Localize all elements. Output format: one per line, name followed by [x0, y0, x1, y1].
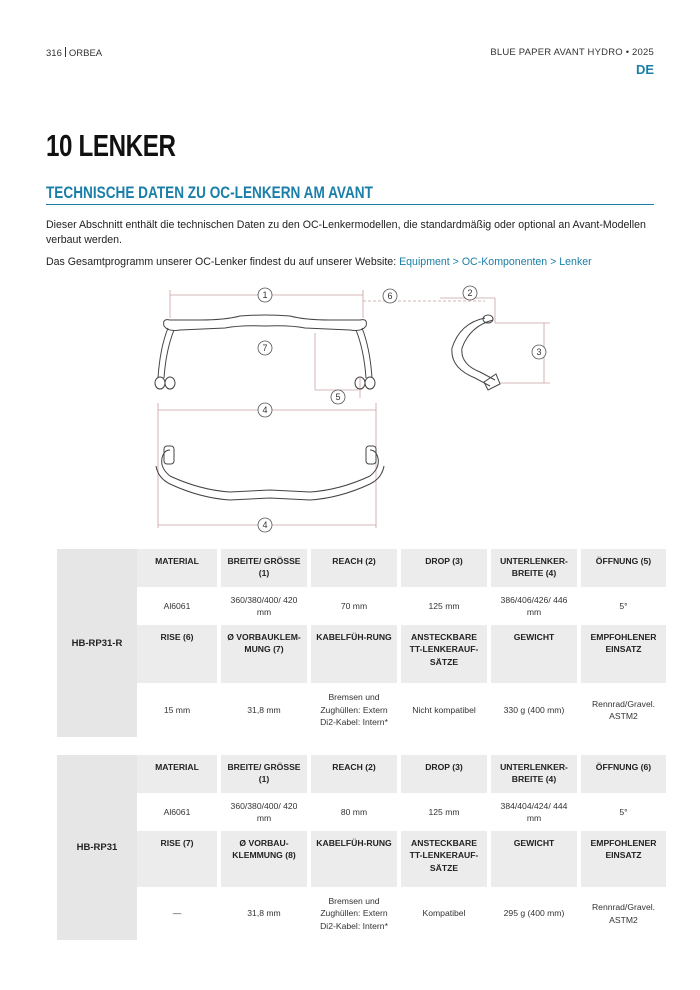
running-header-left: [46, 47, 102, 59]
header-cell: ANSTECKBARE TT-LENKERAUF-SÄTZE: [401, 625, 487, 683]
value-cell: 360/380/400/ 420 mm: [221, 587, 307, 625]
header-cell: EMPFOHLENER EINSATZ: [581, 831, 666, 887]
callout-1: 1: [262, 290, 268, 300]
header-cell: UNTERLENKER-BREITE (4): [491, 755, 577, 793]
header-row: [137, 755, 655, 793]
value-cell: Rennrad/Gravel. ASTM2: [581, 683, 666, 737]
header-cell: KABELFÜH-RUNG: [311, 831, 397, 887]
header-cell: GEWICHT: [491, 831, 577, 887]
value-cell: 31,8 mm: [221, 683, 307, 737]
website-paragraph: [46, 255, 658, 270]
callout-4b: 4: [262, 520, 268, 530]
value-cell: Bremsen und Zughüllen: Extern Di2-Kabel: Intern*: [311, 887, 397, 940]
section-title: TECHNISCHE DATEN ZU OC-LENKERN AM AVANT: [46, 183, 373, 202]
spec-grid: [137, 755, 655, 940]
chapter-number: 10: [46, 128, 73, 163]
value-row: [137, 683, 655, 737]
value-cell: —: [137, 887, 217, 940]
header-cell: ÖFFNUNG (5): [581, 549, 666, 587]
model-cell: HB-RP31: [57, 755, 137, 940]
value-cell: Al6061: [137, 793, 217, 831]
header-cell: REACH (2): [311, 549, 397, 587]
handlebar-top-view: [156, 446, 384, 500]
website-text: Das Gesamtprogramm unserer OC-Lenker findest du auf unserer Website:: [46, 256, 400, 268]
header-row: [137, 625, 655, 683]
value-cell: Bremsen und Zughüllen: Extern Di2-Kabel: Intern*: [311, 683, 397, 737]
website-link[interactable]: Equipment > OC-Komponenten > Lenker: [399, 256, 592, 268]
value-cell: 295 g (400 mm): [491, 887, 577, 940]
handlebar-diagram: [140, 278, 560, 540]
callout-2: 2: [467, 288, 473, 298]
value-row: [137, 587, 655, 625]
header-cell: MATERIAL: [137, 755, 217, 793]
header-cell: MATERIAL: [137, 549, 217, 587]
header-row: [137, 549, 655, 587]
intro-paragraph: Dieser Abschnitt enthält die technischen Daten zu den OC-Lenkermodellen, die standardmäßig oder optional an Avant-Modellen verbaut werden.: [46, 219, 646, 246]
value-cell: 360/380/400/ 420 mm: [221, 793, 307, 831]
header-cell: GEWICHT: [491, 625, 577, 683]
header-cell: DROP (3): [401, 755, 487, 793]
spec-table-hb-rp31-r: [57, 549, 655, 737]
value-cell: 70 mm: [311, 587, 397, 625]
header-cell: RISE (6): [137, 625, 217, 683]
value-row: [137, 887, 655, 940]
header-cell: REACH (2): [311, 755, 397, 793]
value-cell: 80 mm: [311, 793, 397, 831]
header-cell: UNTERLENKER-BREITE (4): [491, 549, 577, 587]
value-cell: Rennrad/Gravel. ASTM2: [581, 887, 666, 940]
page-number: 316: [46, 48, 62, 59]
header-cell: Ø VORBAU-KLEMMUNG (8): [221, 831, 307, 887]
chapter-title: LENKER: [78, 128, 176, 163]
callout-6: 6: [387, 291, 393, 301]
spec-grid: [137, 549, 655, 737]
callout-3: 3: [536, 347, 542, 357]
dimension-lines: [158, 290, 550, 528]
header-cell: EMPFOHLENER EINSATZ: [581, 625, 666, 683]
value-cell: 386/406/426/ 446 mm: [491, 587, 577, 625]
value-cell: 5°: [581, 793, 666, 831]
value-cell: 5°: [581, 587, 666, 625]
header-cell: BREITE/ GRÖSSE (1): [221, 549, 307, 587]
section-divider: [46, 204, 654, 205]
header-cell: BREITE/ GRÖSSE (1): [221, 755, 307, 793]
value-cell: 31,8 mm: [221, 887, 307, 940]
value-row: [137, 793, 655, 831]
header-cell: KABELFÜH-RUNG: [311, 625, 397, 683]
value-cell: Kompatibel: [401, 887, 487, 940]
value-cell: 15 mm: [137, 683, 217, 737]
callout-7: 7: [262, 343, 268, 353]
header-cell: ANSTECKBARE TT-LENKERAUF-SÄTZE: [401, 831, 487, 887]
spec-table-hb-rp31: [57, 755, 655, 940]
value-cell: Nicht kompatibel: [401, 683, 487, 737]
header-row: [137, 831, 655, 887]
callout-4a: 4: [262, 405, 268, 415]
value-cell: Al6061: [137, 587, 217, 625]
brand-name: ORBEA: [68, 48, 103, 59]
header-divider: [65, 47, 66, 57]
header-cell: RISE (7): [137, 831, 217, 887]
document-title: BLUE PAPER AVANT HYDRO • 2025: [490, 47, 654, 58]
callout-5: 5: [335, 392, 341, 402]
handlebar-side-view: [452, 315, 500, 390]
header-cell: ÖFFNUNG (6): [581, 755, 666, 793]
value-cell: 384/404/424/ 444 mm: [491, 793, 577, 831]
value-cell: 125 mm: [401, 587, 487, 625]
chapter-heading: [46, 128, 176, 164]
model-cell: HB-RP31-R: [57, 549, 137, 737]
value-cell: 125 mm: [401, 793, 487, 831]
language-code: DE: [635, 62, 654, 77]
value-cell: 330 g (400 mm): [491, 683, 577, 737]
header-cell: DROP (3): [401, 549, 487, 587]
header-cell: Ø VORBAUKLEM-MUNG (7): [221, 625, 307, 683]
